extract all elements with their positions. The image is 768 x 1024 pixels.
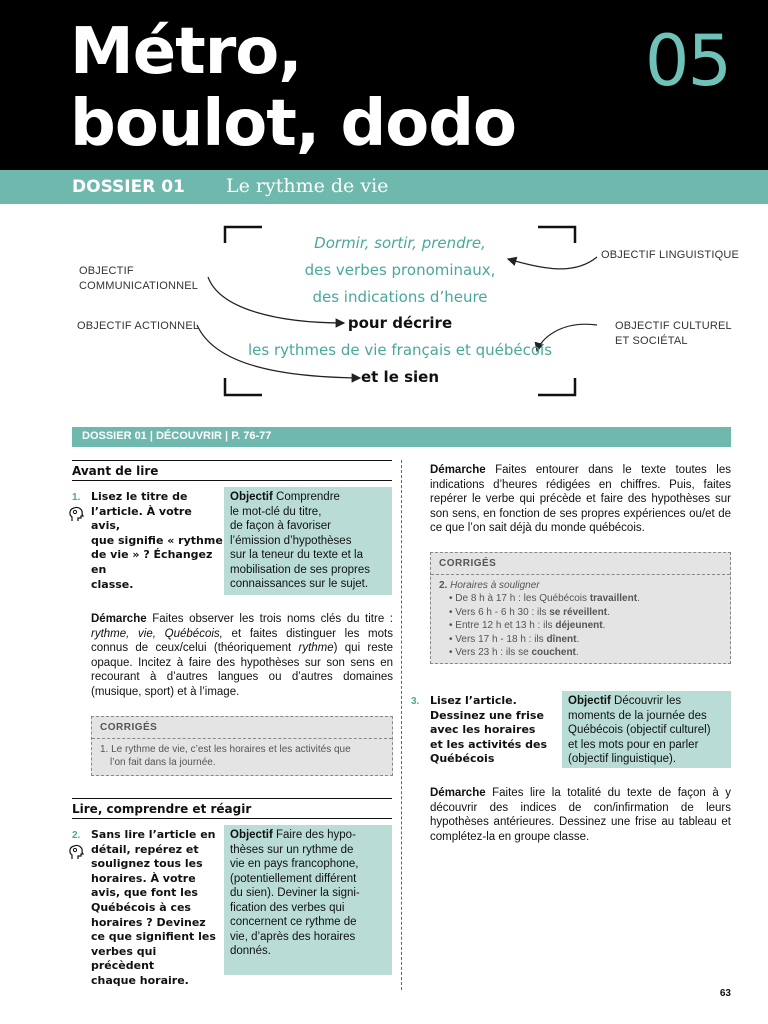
demarche-italic: rythme: [298, 642, 334, 654]
corriges-item-end: .: [637, 593, 640, 604]
dossier-banner: [0, 170, 768, 204]
objectif-label: Objectif: [230, 491, 273, 503]
objective-line-3: des indications d’heure: [312, 288, 488, 306]
avant-de-lire-heading: Avant de lire: [72, 460, 392, 481]
question-1-text: Lisez le titre de l’article. À votre avis, que signifie « rythme de vie » ? Échangez en classe.: [91, 490, 223, 591]
corriges-item-verb: travaillent: [589, 593, 638, 604]
corriges-title: CORRIGÉS: [431, 557, 730, 575]
corriges-item-end: .: [602, 620, 606, 631]
discussion-head-icon: [68, 506, 84, 524]
corriges-item-text: Vers 6 h - 6 h 30 : ils: [455, 606, 550, 618]
question-1-objectif-box: [224, 487, 392, 595]
objectives-diagram: [0, 215, 768, 405]
objective-line-1: Dormir, sortir, prendre,: [314, 234, 486, 252]
corriges-heading-number: 2.: [439, 579, 448, 591]
page-number: 63: [719, 988, 731, 999]
corriges-list-item: [439, 646, 722, 660]
corriges-list: [439, 592, 722, 660]
discussion-head-icon: [68, 844, 84, 862]
lire-comprendre-heading: Lire, comprendre et réagir: [72, 798, 392, 819]
dossier-title: Le rythme de vie: [226, 175, 389, 197]
demarche-text: ) qui reste opaque. Incitez à faire des hypothèses sur son sens en recourant à d’autres langues ou d’autres domaines (musique, sport) et à l’image.: [91, 642, 393, 698]
demarche-label: Démarche: [430, 787, 486, 799]
question-2-objectif-box: [224, 825, 392, 975]
corriges-item-end: .: [575, 647, 579, 658]
demarche-label: Démarche: [430, 464, 486, 476]
objective-line-4: pour décrire: [347, 314, 453, 332]
bullet-icon: •: [449, 633, 456, 645]
objectif-actionnel-label: OBJECTIF ACTIONNEL: [77, 320, 200, 332]
objective-line-2: des verbes pronominaux,: [304, 261, 496, 279]
objectif-label: Objectif: [568, 695, 611, 707]
question-2-demarche: [430, 463, 731, 536]
question-3-objectif-box: [562, 691, 731, 768]
question-2-number: 2.: [72, 830, 81, 841]
corriges-heading-text: Horaires à souligner: [450, 579, 540, 591]
chapter-title-line-2: boulot, dodo: [70, 87, 516, 161]
objectif-culturel-line1: OBJECTIF CULTUREL: [615, 320, 732, 332]
corriges-item-verb: se réveillent: [549, 606, 608, 618]
corriges-line: l’on fait dans la journée.: [110, 757, 216, 768]
objectif-culturel-label: [615, 319, 732, 349]
column-divider: [401, 460, 402, 990]
corriges-item-text: De 8 h à 17 h : les Québécois: [455, 593, 590, 604]
objective-line-5: les rythmes de vie français et québécois: [247, 341, 553, 359]
demarche-text: Faites lire la totalité du texte de façon à y découvrir des indices de con/infirmation de leurs hypothèses antérieures. Dessinez une frise au tableau et complétez-la en groupe classe.: [430, 787, 731, 843]
question-3-text: Lisez l’article. Dessinez une frise avec les horaires et les activités des Québécois: [430, 694, 548, 766]
corriges-item-end: .: [607, 606, 610, 618]
bullet-icon: •: [449, 620, 456, 631]
corriges-list-item: [439, 633, 722, 647]
objectif-communicationnel-line2: COMMUNICATIONNEL: [79, 280, 199, 292]
objectif-label: Objectif: [230, 829, 273, 841]
demarche-text: et faites distinguer les mots connus de ceux/celui (théoriquement: [91, 627, 393, 654]
bullet-icon: •: [449, 647, 456, 658]
corriges-box-2: [430, 552, 731, 664]
objective-line-6: et le sien: [360, 368, 440, 386]
demarche-italic: rythme, vie, Québécois,: [91, 627, 223, 640]
corriges-line: 1. Le rythme de vie, c’est les horaires et les activités que: [100, 743, 351, 755]
corriges-list-item: [439, 619, 722, 633]
corriges-item-verb: déjeunent: [555, 620, 603, 631]
corriges-list-item: [439, 592, 722, 606]
corriges-box-1: [91, 716, 393, 776]
dossier-code: DOSSIER 01: [72, 177, 185, 197]
demarche-label: Démarche: [91, 613, 147, 625]
corriges-item-verb: dînent: [546, 633, 577, 645]
section-bar: DOSSIER 01 | DÉCOUVRIR | P. 76-77: [72, 427, 731, 447]
question-2-text: Sans lire l’article en détail, repérez et soulignez tous les horaires. À votre avis, que font les Québécois à ces horaires ? Devinez ce que signifient les verbes qui précèdent chaque horaire.: [91, 828, 216, 987]
corriges-item-verb: couchent: [531, 647, 576, 658]
corriges-item-text: Vers 23 h : ils se: [455, 647, 532, 658]
corriges-item-text: Entre 12 h et 13 h : ils: [455, 620, 556, 631]
objectif-communicationnel-line1: OBJECTIF: [79, 265, 134, 277]
chapter-header: [0, 0, 768, 170]
bullet-icon: •: [449, 593, 456, 604]
chapter-title-line-1: Métro,: [70, 15, 302, 89]
objectif-text: Faire des hypo- thèses sur un rythme de vie en pays francophone, (potentiellement différent du sien). Deviner la signi- fication des verbes qui concernent ce rythme de vie, d’après des horaires donnés.: [230, 829, 360, 957]
question-3-demarche: [430, 786, 731, 844]
objectif-linguistique-label: OBJECTIF LINGUISTIQUE: [601, 249, 740, 261]
demarche-text: Faites observer les trois noms clés du titre :: [146, 613, 393, 625]
corriges-item-end: .: [576, 633, 580, 645]
bullet-icon: •: [449, 606, 456, 618]
chapter-number: 05: [644, 20, 730, 102]
question-1-number: 1.: [72, 492, 81, 503]
corriges-list-item: [439, 606, 722, 620]
corriges-item-text: Vers 17 h - 18 h : ils: [455, 633, 547, 645]
question-3-number: 3.: [411, 696, 420, 707]
objectif-text: Découvrir les moments de la journée des Québécois (objectif culturel) et les mots pour en parler (objectif linguistique).: [568, 695, 711, 765]
question-1-demarche: [91, 612, 393, 699]
corriges-title: CORRIGÉS: [92, 721, 392, 739]
corriges-heading: [439, 579, 722, 593]
objectif-culturel-line2: ET SOCIÉTAL: [615, 335, 688, 347]
objectif-text: Comprendre le mot-clé du titre, de façon à favoriser l’émission d’hypothèses sur la teneur du texte et la mobilisation de ses propres connaissances sur le sujet.: [230, 491, 370, 590]
demarche-text: Faites entourer dans le texte toutes les indications d’heures rédigées en chiffres. Puis, faites repérer le verbe qui précède et faire des hypothèses sur son sens, en fonction de ses propres expériences ou/et de ce que l’on sait déjà du monde québécois.: [430, 464, 731, 534]
